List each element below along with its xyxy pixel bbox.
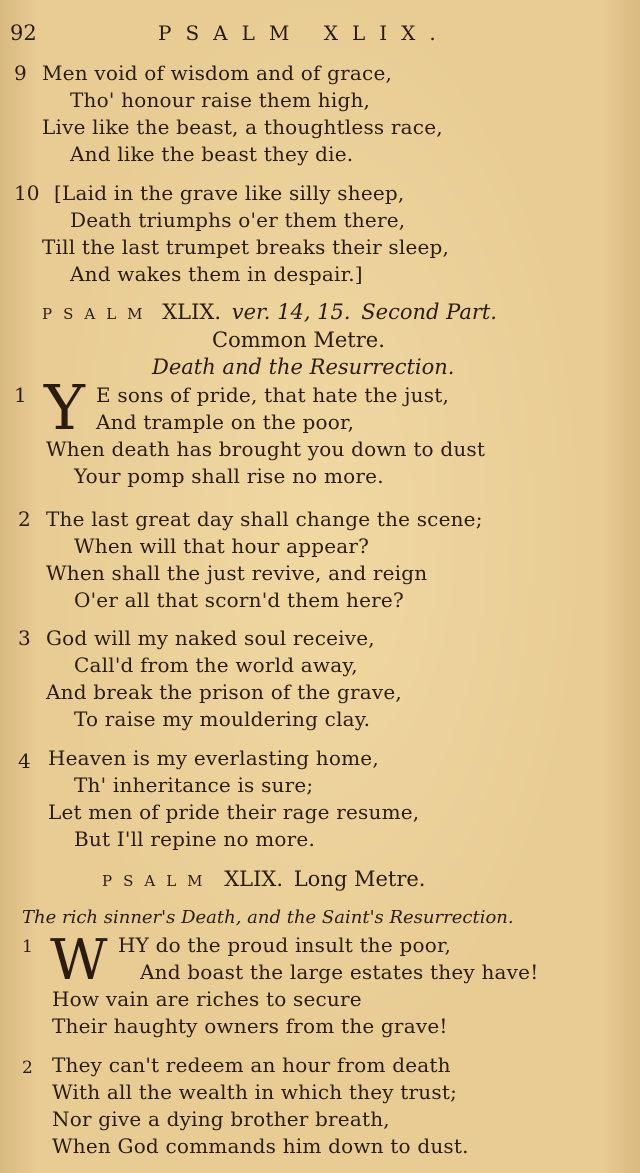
section-heading bbox=[102, 866, 425, 894]
verse-line: Live like the beast, a thoughtless race, bbox=[42, 115, 443, 139]
verse-line: When will that hour appear? bbox=[74, 534, 370, 558]
section-heading bbox=[42, 299, 497, 327]
drop-cap: W bbox=[50, 928, 108, 993]
stanza-number: 1 bbox=[14, 383, 27, 407]
verse-line: To raise my mouldering clay. bbox=[74, 707, 371, 731]
stanza-number: 4 bbox=[18, 749, 31, 773]
verse-line: Your pomp shall rise no more. bbox=[74, 464, 384, 488]
verse-line: Death triumphs o'er them there, bbox=[70, 208, 406, 232]
drop-cap: Y bbox=[44, 371, 85, 444]
verse-line: The last great day shall change the scene; bbox=[46, 507, 483, 531]
verse-line: Let men of pride their rage resume, bbox=[48, 800, 420, 824]
stanza-number: 2 bbox=[18, 507, 31, 531]
verse-line: Their haughty owners from the grave! bbox=[52, 1014, 448, 1038]
metre-label: Long Metre. bbox=[293, 867, 426, 891]
verse-line: And boast the large estates they have! bbox=[140, 960, 539, 984]
verse-line: Heaven is my everlasting home, bbox=[48, 746, 379, 770]
verse-line: And like the beast they die. bbox=[70, 142, 354, 166]
verse-line: [Laid in the grave like silly sheep, bbox=[54, 181, 405, 205]
part-label: Second Part. bbox=[361, 300, 497, 324]
running-title: PSALM XLIX. bbox=[158, 21, 450, 45]
verse-line: But I'll repine no more. bbox=[74, 827, 316, 851]
verse-line: And wakes them in despair.] bbox=[70, 262, 363, 286]
verse-reference: ver. 14, 15. bbox=[231, 300, 351, 324]
stanza-number: 3 bbox=[18, 626, 31, 650]
stanza-number: 2 bbox=[22, 1058, 33, 1078]
verse-line: God will my naked soul receive, bbox=[46, 626, 375, 650]
verse-line: Call'd from the world away, bbox=[74, 653, 358, 677]
verse-line: How vain are riches to secure bbox=[52, 987, 362, 1011]
verse-line: With all the wealth in which they trust; bbox=[52, 1080, 458, 1104]
section-subtitle: Death and the Resurrection. bbox=[152, 355, 455, 379]
verse-line: And trample on the poor, bbox=[96, 410, 355, 434]
stanza-number: 10 bbox=[14, 181, 40, 205]
psalm-label: PSALM bbox=[42, 305, 154, 323]
verse-line: Till the last trumpet breaks their sleep, bbox=[42, 235, 450, 259]
metre-label: Common Metre. bbox=[212, 328, 385, 352]
verse-line: O'er all that scorn'd them here? bbox=[74, 588, 404, 612]
stanza-number: 1 bbox=[22, 937, 33, 957]
page-number: 92 bbox=[10, 21, 37, 45]
verse-line: When shall the just revive, and reign bbox=[46, 561, 428, 585]
verse-line: HY do the proud insult the poor, bbox=[118, 933, 452, 957]
verse-line: When death has brought you down to dust bbox=[46, 437, 486, 461]
verse-line: Tho' honour raise them high, bbox=[70, 88, 371, 112]
psalm-number: XLIX. bbox=[162, 300, 222, 324]
verse-line: They can't redeem an hour from death bbox=[52, 1053, 451, 1077]
verse-line: Men void of wisdom and of grace, bbox=[42, 61, 393, 85]
stanza-number: 9 bbox=[14, 61, 27, 85]
verse-line: When God commands him down to dust. bbox=[52, 1134, 469, 1158]
psalm-label: PSALM bbox=[102, 872, 214, 890]
verse-line: And break the prison of the grave, bbox=[46, 680, 402, 704]
verse-line: E sons of pride, that hate the just, bbox=[96, 383, 450, 407]
section-subtitle: The rich sinner's Death, and the Saint's Resurrection. bbox=[22, 907, 514, 928]
verse-line: Th' inheritance is sure; bbox=[74, 773, 314, 797]
psalm-number: XLIX. bbox=[224, 867, 284, 891]
verse-line: Nor give a dying brother breath, bbox=[52, 1107, 390, 1131]
